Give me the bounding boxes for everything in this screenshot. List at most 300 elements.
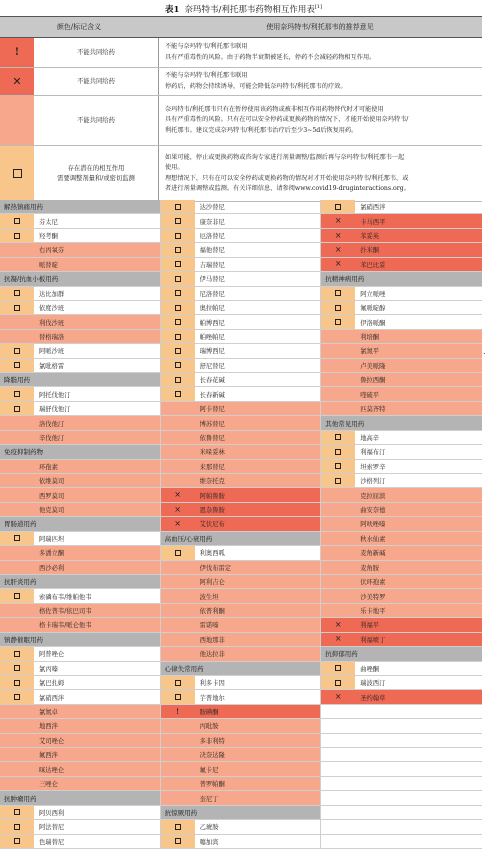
drug-cell (161, 690, 322, 703)
category-header: 抗凝/抗血小板用药 (0, 272, 161, 285)
drug-cell (321, 315, 482, 328)
drug-cell (161, 214, 322, 227)
drug-cell (0, 402, 161, 415)
drug-name: 地西泮 (34, 719, 160, 732)
drug-cell (321, 618, 482, 631)
interaction-marker (161, 387, 195, 400)
interaction-marker (161, 633, 195, 646)
legend-label (34, 96, 158, 145)
interaction-marker (161, 835, 195, 848)
square-outline-icon (14, 290, 20, 296)
interaction-marker (161, 734, 195, 747)
drug-name: 波生坦 (195, 589, 321, 602)
interaction-marker (321, 618, 355, 631)
interaction-marker (321, 474, 355, 487)
interaction-marker (0, 431, 34, 444)
category-header: 高血压/心衰用药 (161, 532, 322, 545)
drug-name: 长春花碱 (199, 377, 225, 385)
interaction-marker (0, 315, 34, 328)
square-outline-icon (175, 305, 181, 311)
interaction-marker (0, 820, 34, 833)
drug-cell (321, 517, 482, 530)
drug-cell (161, 359, 322, 372)
drug-cell (161, 330, 322, 343)
drug-name: 博苏替尼 (195, 416, 321, 429)
interaction-marker (0, 402, 34, 415)
interaction-marker (321, 676, 355, 689)
grid-row (0, 561, 482, 575)
drug-name: 长春新碱 (199, 391, 225, 399)
square-outline-icon (175, 348, 181, 354)
drug-name: 克拉屈滨 (355, 488, 482, 501)
grid-row (0, 229, 482, 243)
grid-row (0, 243, 482, 257)
grid-row (0, 359, 482, 373)
drug-name: 利福喷丁 (355, 633, 482, 646)
drug-name: 氯硝西泮 (39, 694, 65, 702)
cross-icon: × (334, 692, 342, 702)
drug-name: 尼洛替尼 (199, 290, 225, 298)
grid-row (0, 532, 482, 546)
drug-name: 洛伐他汀 (34, 416, 160, 429)
drug-name: 格佐普韦/依巴司韦 (34, 604, 160, 617)
drug-cell (161, 460, 322, 473)
drug-name: 依维莫司 (34, 474, 160, 487)
drug-name: 厄洛替尼 (199, 233, 225, 241)
drug-cell (0, 301, 161, 314)
interaction-marker (0, 647, 34, 660)
drug-cell (161, 734, 322, 747)
reference-mark: [1] (314, 4, 322, 10)
interaction-marker (321, 662, 355, 675)
drug-cell (161, 618, 322, 631)
drug-name: 雷诺嗪 (195, 618, 321, 631)
drug-cell (0, 835, 161, 848)
drug-cell (161, 200, 322, 213)
interaction-marker (161, 690, 195, 703)
grid-row (0, 214, 482, 228)
interaction-marker (321, 690, 355, 703)
drug-cell (161, 647, 322, 660)
drug-name: 匹莫齐特 (355, 402, 482, 415)
grid-row (0, 575, 482, 589)
grid-row (0, 633, 482, 647)
grid-row (0, 662, 482, 676)
grid-row (0, 777, 482, 791)
drug-name: 多非利特 (195, 734, 321, 747)
interaction-marker (161, 258, 195, 271)
cross-icon: × (334, 619, 342, 629)
drug-name: 羟考酮 (39, 233, 58, 241)
drug-name: 西罗莫司 (34, 488, 160, 501)
drug-cell (0, 243, 161, 256)
square-outline-icon (14, 694, 20, 700)
drug-cell (0, 662, 161, 675)
drug-cell (161, 373, 322, 386)
interaction-marker (0, 561, 34, 574)
drug-name: 帕博西尼 (199, 319, 225, 327)
square-outline-icon (14, 809, 20, 815)
grid-row (0, 344, 482, 358)
drug-cell (161, 416, 322, 429)
drug-cell (321, 575, 482, 588)
interaction-marker (0, 258, 34, 271)
drug-name: 氯巴扎姆 (39, 680, 65, 688)
drug-cell (0, 229, 161, 242)
interaction-marker (321, 503, 355, 516)
cross-icon: × (334, 634, 342, 644)
drug-name: 西地那非 (195, 633, 321, 646)
cross-icon: × (174, 490, 181, 500)
drug-cell (161, 561, 322, 574)
square-outline-icon (14, 348, 20, 354)
interaction-marker (0, 460, 34, 473)
interaction-marker (0, 618, 34, 631)
drug-cell (161, 474, 322, 487)
interaction-marker (0, 546, 34, 559)
grid-row (0, 676, 482, 690)
grid-row (0, 258, 482, 272)
grid-row (0, 402, 482, 416)
square-outline-icon (335, 434, 341, 440)
drug-name: 伊伐布雷定 (195, 561, 321, 574)
drug-cell (321, 690, 482, 703)
drug-name: 氟哌啶醇 (360, 305, 386, 313)
drug-name: 乐卡地平 (355, 604, 482, 617)
square-outline-icon (14, 362, 20, 368)
grid-row (0, 647, 482, 661)
interaction-marker (161, 272, 195, 285)
grid-row (0, 806, 482, 820)
legend-label-line: 存在潜在的相互作用 (67, 164, 125, 172)
drug-name: 艾司唑仑 (34, 734, 160, 747)
drug-cell (161, 820, 322, 833)
square-outline-icon (175, 680, 181, 686)
grid-row (0, 373, 482, 387)
interaction-marker (0, 243, 34, 256)
legend-description-line: 奈玛特韦/利托那韦只有在暂停使用该药物或被非相互作用药物替代时才可能使用 (165, 105, 384, 113)
grid-row (0, 791, 482, 805)
category-header: 心律失常用药 (161, 662, 322, 675)
drug-cell (161, 445, 322, 458)
square-outline-icon (14, 233, 20, 239)
square-outline-icon (175, 824, 181, 830)
category-header: 解热镇痛用药 (0, 200, 161, 213)
interaction-marker (321, 387, 355, 400)
drug-name: 咪达唑仑 (34, 762, 160, 775)
grid-row (0, 287, 482, 301)
square-outline-icon (175, 247, 181, 253)
interaction-marker (321, 214, 355, 227)
drug-name: 噻加宾 (199, 838, 219, 846)
empty-cell (321, 719, 482, 732)
drug-cell (161, 748, 322, 761)
drug-cell (0, 416, 161, 429)
legend-col2-header: 使用奈玛特韦/利托那韦的推荐意见 (266, 23, 374, 31)
drug-cell (0, 762, 161, 775)
drug-name: 氯氮平 (355, 344, 482, 357)
drug-name: 吉瑞替尼 (199, 261, 225, 269)
interaction-marker (0, 532, 34, 545)
drug-cell (0, 387, 161, 400)
interaction-marker (0, 359, 34, 372)
interaction-marker (0, 387, 34, 400)
cross-icon: × (334, 259, 342, 269)
square-outline-icon (335, 665, 341, 671)
legend-label-line: 不能共同给药 (77, 116, 115, 124)
interaction-marker (161, 546, 195, 559)
legend-label (34, 146, 158, 201)
drug-name: 瑞舒伐他汀 (39, 406, 71, 414)
grid-row (0, 589, 482, 603)
square-outline-icon (335, 478, 341, 484)
interaction-marker (161, 359, 195, 372)
drug-cell (321, 387, 482, 400)
drug-name: 替格瑞洛 (34, 330, 160, 343)
drug-cell (0, 431, 161, 444)
empty-cell (321, 762, 482, 775)
drug-cell (161, 835, 322, 848)
square-outline-icon (175, 261, 181, 267)
drug-cell (321, 532, 482, 545)
interaction-marker (0, 604, 34, 617)
drug-name: 奥拉帕尼 (199, 305, 225, 313)
drug-cell (321, 344, 482, 357)
drug-name: 地高辛 (360, 434, 380, 442)
drug-cell (161, 272, 322, 285)
interaction-marker (321, 575, 355, 588)
square-outline-icon (335, 204, 341, 210)
drug-cell (161, 301, 322, 314)
empty-cell (321, 705, 482, 718)
drug-name: 利培酮 (355, 330, 482, 343)
interaction-marker (321, 200, 355, 213)
drug-cell (0, 618, 161, 631)
drug-cell (0, 287, 161, 300)
square-outline-icon (175, 391, 181, 397)
drug-name: 阿帕鲁胺 (195, 488, 321, 501)
drug-name: 曲唑酮 (360, 665, 380, 673)
drug-cell (161, 258, 322, 271)
square-outline-icon (175, 377, 181, 383)
interaction-marker (0, 474, 34, 487)
drug-cell (161, 546, 322, 559)
interaction-marker (0, 690, 34, 703)
drug-cell (161, 589, 322, 602)
drug-name: 阿呋唑嗪 (355, 517, 482, 530)
legend-description-line: 如果可能，停止或更换药物或咨询专家进行剂量调整/监测后再与奈玛特韦/利托那韦一起 (165, 153, 405, 161)
interaction-marker (161, 200, 195, 213)
drug-cell (0, 690, 161, 703)
drug-cell (321, 488, 482, 501)
interaction-marker (0, 287, 34, 300)
interaction-marker (0, 503, 34, 516)
exclamation-icon: ! (176, 706, 180, 716)
drug-cell (0, 561, 161, 574)
square-outline-icon (175, 290, 181, 296)
legend-table (0, 16, 482, 202)
drug-name: 色瑞替尼 (39, 838, 65, 846)
interaction-marker (0, 762, 34, 775)
drug-name: 来那替尼 (195, 460, 321, 473)
drug-cell (161, 762, 322, 775)
legend-label-line: 不能共同给药 (77, 48, 115, 56)
interaction-marker (161, 762, 195, 775)
legend-label-line: 需要调整剂量和/或密切监测 (57, 174, 135, 182)
legend-description-line: 使用。 (165, 164, 184, 171)
grid-row (0, 200, 482, 214)
square-outline-icon (14, 651, 20, 657)
drug-name: 丙吡胺 (195, 719, 321, 732)
drug-cell (321, 676, 482, 689)
drug-name: 福他替尼 (199, 247, 225, 255)
drug-cell (321, 431, 482, 444)
interaction-marker (161, 748, 195, 761)
category-header: 抗肿瘤用药 (0, 791, 161, 804)
legend-description-line: 利托那韦。建议完成奈玛特韦/利托那韦治疗后至少3~5d后恢复用药。 (165, 126, 358, 134)
drug-cell (0, 777, 161, 790)
interaction-marker (161, 344, 195, 357)
legend-row (0, 96, 482, 146)
legend-description (158, 68, 482, 95)
drug-cell (0, 734, 161, 747)
drug-cell (161, 488, 322, 501)
empty-cell (321, 777, 482, 790)
cross-icon: × (174, 518, 181, 528)
interaction-marker (161, 229, 195, 242)
cross-icon: × (174, 504, 181, 514)
drug-name: 伏环孢素 (355, 575, 482, 588)
drug-cell (321, 200, 482, 213)
cross-icon: × (334, 230, 342, 240)
empty-cell (321, 748, 482, 761)
drug-name: 扑米酮 (355, 243, 482, 256)
legend-description-line: 理想情况下，只有在可以安全停药或更换药物的情况对才开始使用奈玛特韦/利托那韦，或 (165, 174, 409, 182)
drug-cell (161, 575, 322, 588)
table-number: 表1 (165, 4, 180, 15)
drug-cell (321, 474, 482, 487)
interaction-marker (321, 445, 355, 458)
square-outline-icon (175, 550, 181, 556)
drug-name: 氯硝西泮 (360, 204, 386, 212)
interaction-marker (0, 344, 34, 357)
grid-row (0, 734, 482, 748)
interaction-marker (161, 705, 195, 718)
drug-cell (321, 503, 482, 516)
square-outline-icon (335, 305, 341, 311)
interaction-marker (161, 676, 195, 689)
square-outline-icon (14, 665, 20, 671)
empty-cell (321, 820, 482, 833)
category-header: 抗肝炎用药 (0, 575, 161, 588)
drug-name: 达沙替尼 (199, 204, 225, 212)
drug-name: 利福平 (355, 618, 482, 631)
interaction-marker (161, 402, 195, 415)
square-outline-icon (14, 824, 20, 830)
interaction-marker (161, 503, 195, 516)
square-outline-icon (175, 319, 181, 325)
square-outline-icon (14, 406, 20, 412)
interaction-marker (0, 214, 34, 227)
drug-cell (0, 214, 161, 227)
interaction-marker (321, 359, 355, 372)
drug-name: 喹硫平 (355, 387, 482, 400)
legend-label (34, 38, 158, 67)
interaction-marker (161, 445, 195, 458)
drug-name: 麦角新碱 (355, 546, 482, 559)
interaction-marker (321, 589, 355, 602)
grid-row (0, 272, 482, 286)
drug-name: 阿法替尼 (39, 824, 65, 832)
interaction-marker (321, 315, 355, 328)
legend-swatch (0, 38, 34, 67)
drug-cell (321, 287, 482, 300)
interaction-marker (321, 546, 355, 559)
interaction-marker (321, 431, 355, 444)
drug-cell (161, 344, 322, 357)
drug-name: 三唑仑 (34, 777, 160, 790)
drug-name: 他达拉非 (195, 647, 321, 660)
legend-description-line: 停药后，药物会持续诱导，可能会降低奈玛特韦/利托那韦的疗效。 (165, 82, 347, 90)
interaction-marker (321, 460, 355, 473)
cross-icon: × (334, 244, 342, 254)
drug-name: 瑞波西汀 (360, 680, 386, 688)
interaction-marker (161, 431, 195, 444)
interaction-marker (161, 243, 195, 256)
drug-name: 卢美哌隆 (355, 359, 482, 372)
interaction-marker (161, 488, 195, 501)
interaction-marker (0, 589, 34, 602)
interaction-marker (0, 806, 34, 819)
drug-cell (0, 748, 161, 761)
drug-name: 圣约翰草 (355, 690, 482, 703)
drug-cell (321, 229, 482, 242)
drug-cell (0, 589, 161, 602)
drug-name: 阿哌沙班 (39, 348, 65, 356)
grid-row (0, 416, 482, 430)
category-header: 免疫抑制药物 (0, 445, 161, 458)
legend-row (0, 68, 482, 96)
drug-cell (0, 330, 161, 343)
square-outline-icon (175, 276, 181, 282)
drug-cell (161, 719, 322, 732)
interaction-marker (161, 214, 195, 227)
interaction-marker (0, 488, 34, 501)
square-outline-icon (175, 362, 181, 368)
legend-description-line: 具有严重毒性的风险。只有在可以安全停药或更换药物的情况下，才能开始使用奈玛特韦/ (165, 116, 409, 124)
square-outline-icon (13, 169, 22, 178)
legend-col1-header: 颜色/标记含义 (56, 23, 102, 31)
empty-cell (321, 835, 482, 848)
drug-cell (161, 676, 322, 689)
legend-row (0, 38, 482, 68)
interaction-marker (161, 820, 195, 833)
interaction-marker (0, 662, 34, 675)
drug-name: 维奈托克 (195, 474, 321, 487)
drug-cell (321, 402, 482, 415)
grid-row (0, 387, 482, 401)
drug-cell (0, 460, 161, 473)
cross-icon: ✕ (12, 74, 22, 88)
interaction-marker (161, 315, 195, 328)
drug-name: 艾伏尼布 (195, 517, 321, 530)
interaction-marker (161, 618, 195, 631)
drug-name: 苯巴比妥 (355, 258, 482, 271)
grid-row (0, 315, 482, 329)
interaction-marker (0, 416, 34, 429)
drug-name: 沙美特罗 (355, 589, 482, 602)
drug-name: 右丙氧芬 (34, 243, 160, 256)
